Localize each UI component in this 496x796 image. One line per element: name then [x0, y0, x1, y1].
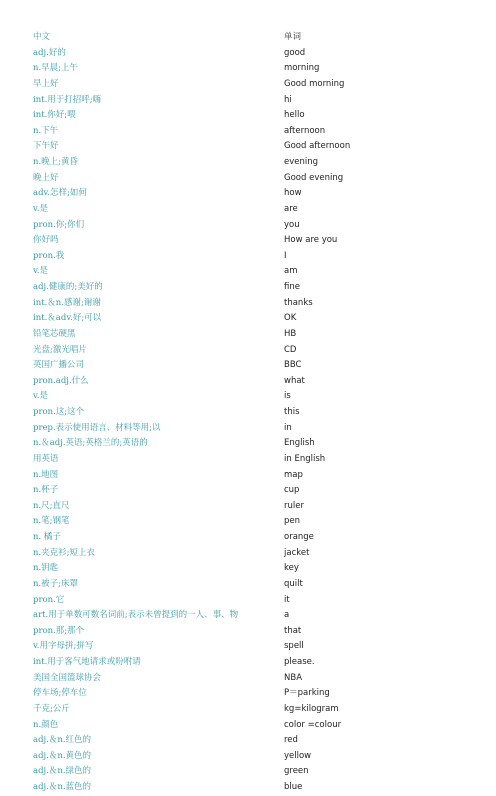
- english-word: afternoon: [284, 125, 326, 136]
- chinese-meaning: pron.adj.什么: [33, 375, 89, 386]
- english-word: ruler: [284, 500, 304, 511]
- chinese-meaning: v.用字母拼;拼写: [33, 641, 94, 652]
- english-word: are: [284, 203, 298, 214]
- chinese-meaning: n. 橘子: [33, 532, 61, 542]
- english-word: BBC: [284, 360, 302, 371]
- english-word: NBA: [284, 672, 303, 683]
- chinese-meaning: adj.＆n.黄色的: [33, 750, 92, 761]
- chinese-meaning: n.早晨;上午: [33, 63, 79, 74]
- english-word: key: [284, 563, 299, 574]
- english-word: please.: [284, 657, 315, 667]
- chinese-meaning: n.笔;钢笔: [33, 516, 70, 527]
- chinese-meaning: art.用于单数可数名词前;表示未曾提到的一人、事、物: [33, 610, 239, 621]
- english-word: I: [284, 250, 287, 261]
- english-word: that: [284, 625, 302, 636]
- english-word: English: [284, 438, 315, 449]
- english-word: it: [284, 594, 290, 605]
- english-word: quilt: [284, 578, 303, 589]
- chinese-meaning: n.晚上;黄昏: [33, 157, 79, 167]
- chinese-meaning: n.夹克衫;短上衣: [33, 547, 96, 558]
- chinese-meaning: adj.好的: [33, 47, 66, 58]
- english-word: OK: [284, 313, 297, 324]
- chinese-meaning: int.用于客气地请求或吩咐请: [33, 657, 141, 667]
- chinese-meaning: 你好吗: [33, 235, 59, 246]
- english-word: Good morning: [284, 78, 345, 89]
- chinese-meaning: adj.＆n.绿色的: [33, 766, 92, 777]
- english-word: jacket: [284, 547, 310, 558]
- chinese-column: [33, 30, 283, 796]
- chinese-meaning: 停车场;停车位: [33, 688, 87, 699]
- english-word: color =colour: [284, 719, 342, 730]
- english-word: fine: [284, 282, 300, 292]
- chinese-meaning: pron.这;这个: [33, 407, 85, 417]
- english-word: is: [284, 391, 291, 402]
- chinese-meaning: adj.健康的;美好的: [33, 282, 103, 292]
- english-word: blue: [284, 782, 303, 792]
- chinese-meaning: 美国全国篮球协会: [33, 672, 102, 683]
- chinese-meaning: pron.你;你们: [33, 219, 85, 230]
- english-word: hi: [284, 94, 292, 105]
- chinese-meaning: 晚上好: [33, 172, 59, 183]
- chinese-meaning: int.＆n.感谢;谢谢: [33, 297, 101, 308]
- english-word: P＝parking: [284, 688, 330, 699]
- chinese-meaning: prep.表示使用语言、材料等用;以: [33, 422, 161, 433]
- chinese-meaning: n.杯子: [33, 485, 59, 496]
- chinese-meaning: n.＆adj.英语;英格兰的;英语的: [33, 438, 148, 449]
- chinese-meaning: 铅笔芯硬黑: [33, 328, 76, 339]
- english-word: morning: [284, 63, 320, 74]
- english-word: orange: [284, 532, 314, 542]
- english-word: kg=kilogram: [284, 703, 339, 714]
- english-word: thanks: [284, 297, 313, 308]
- chinese-meaning: pron.它: [33, 594, 65, 605]
- chinese-meaning: 光盘;激光唱片: [33, 344, 87, 355]
- chinese-meaning: pron.我: [33, 250, 65, 261]
- english-word: am: [284, 266, 298, 277]
- chinese-meaning: adj.＆n.红色的: [33, 735, 92, 746]
- english-word: a: [284, 610, 290, 621]
- english-word: cup: [284, 485, 300, 496]
- english-word: map: [284, 469, 303, 480]
- english-word: what: [284, 375, 305, 386]
- chinese-meaning: n.下午: [33, 125, 59, 136]
- english-word: CD: [284, 344, 297, 355]
- chinese-meaning: n.钥匙: [33, 563, 59, 574]
- chinese-meaning: 用英语: [33, 453, 59, 464]
- english-word: in: [284, 422, 292, 433]
- english-word: Good evening: [284, 172, 344, 183]
- word-column: [284, 30, 484, 796]
- english-word: in English: [284, 453, 326, 464]
- chinese-meaning: n.地图: [33, 469, 59, 480]
- chinese-meaning: 英国广播公司: [33, 360, 85, 371]
- chinese-meaning: 早上好: [33, 78, 59, 89]
- english-word: good: [284, 47, 306, 58]
- chinese-column-header: 中文: [33, 32, 51, 42]
- english-word: red: [284, 735, 298, 746]
- english-word: how: [284, 188, 302, 199]
- chinese-meaning: pron.那;那个: [33, 625, 85, 636]
- english-word: pen: [284, 516, 301, 527]
- chinese-meaning: int.用于打招呼;嗨: [33, 94, 102, 105]
- chinese-meaning: adj.＆n.蓝色的: [33, 782, 92, 792]
- chinese-meaning: v.是: [33, 203, 48, 214]
- english-word: green: [284, 766, 309, 777]
- english-word: this: [284, 407, 300, 417]
- english-word: you: [284, 219, 300, 230]
- chinese-meaning: adv.怎样;如何: [33, 188, 87, 199]
- chinese-meaning: int.你好;喂: [33, 110, 76, 121]
- chinese-meaning: n.颜色: [33, 719, 59, 730]
- chinese-meaning: 下午好: [33, 141, 59, 152]
- english-word: yellow: [284, 750, 312, 761]
- chinese-meaning: v.是: [33, 391, 48, 402]
- chinese-meaning: n.尺;直尺: [33, 500, 70, 511]
- english-word: spell: [284, 641, 304, 652]
- english-word: Good afternoon: [284, 141, 351, 152]
- chinese-meaning: n.被子;床罩: [33, 578, 79, 589]
- english-word: How are you: [284, 235, 338, 246]
- english-word: HB: [284, 328, 297, 339]
- chinese-meaning: v.是: [33, 266, 48, 277]
- english-word: evening: [284, 157, 319, 167]
- chinese-meaning: 千克;公斤: [33, 703, 70, 714]
- english-word: hello: [284, 110, 305, 121]
- word-column-header: 单词: [284, 32, 302, 42]
- chinese-meaning: int.＆adv.好;可以: [33, 313, 102, 324]
